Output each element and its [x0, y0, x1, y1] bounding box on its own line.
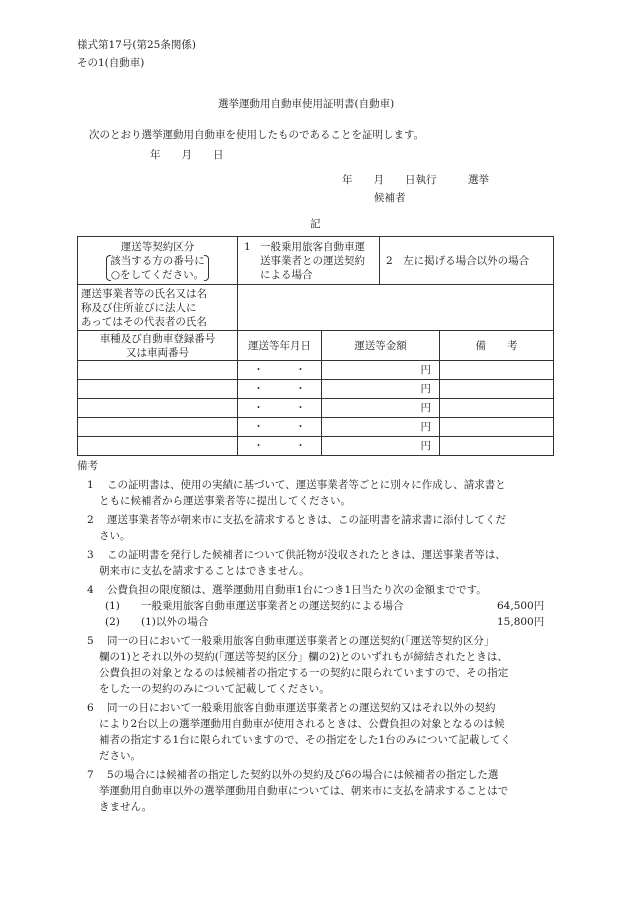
usage-table: [77, 236, 554, 456]
table-row: [78, 380, 554, 399]
amount-cell[interactable]: 円: [322, 418, 440, 437]
remarks-cell[interactable]: [440, 418, 554, 437]
date-cell[interactable]: ・ ・: [238, 380, 322, 399]
election-date: 年 月 日執行 選挙: [342, 174, 489, 186]
note-5: 5 同一の日において一般乗用旅客自動車運送事業者との運送契約(「運送等契約区分」 欄の1)とそれ以外の契約(「運送等契約区分」欄の2)とのいずれもが締結されたときは、 公費負担の対象となるのは候補者の指定する一の契約に限られていますので、その指定 をした一の契約のみについて記載してください。: [87, 635, 509, 695]
table-row: [78, 399, 554, 418]
notes-title: 備考: [77, 460, 98, 472]
vehicle-header: 車種及び自動車登録番号 又は車両番号: [78, 331, 238, 361]
operator-row: [78, 285, 554, 331]
contract-type-cell: [78, 237, 238, 285]
note-4: 4 公費負担の限度額は、選挙運動用自動車1台につき1日当たり次の金額までです。: [87, 584, 487, 596]
remarks-cell[interactable]: [440, 380, 554, 399]
remarks-cell[interactable]: [440, 399, 554, 418]
contract-type-row: [78, 237, 554, 285]
amount-cell[interactable]: 円: [322, 437, 440, 456]
intro-text: 次のとおり選挙運動用自動車を使用したものであることを証明します。: [89, 129, 425, 141]
contract-type-hint: 該当する方の番号に ○をしてください。: [106, 254, 209, 282]
amount-cell[interactable]: 円: [322, 399, 440, 418]
note-4-item-1: (1) 一般乗用旅客自動車運送事業者との運送契約による場合 64,500円: [105, 600, 545, 612]
table-row: [78, 418, 554, 437]
date-header: 運送等年月日: [238, 331, 322, 361]
date-cell[interactable]: ・ ・: [238, 437, 322, 456]
note-6: 6 同一の日において一般乗用旅客自動車運送事業者との運送契約又はそれ以外の契約 により2台以上の選挙運動用自動車が使用されるときは、公費負担の対象となるのは候 補者の指定する1台に限られていますので、その指定をした1台のみについて記載してく ださい。: [87, 702, 511, 762]
note-2: 2 運送事業者等が朝来市に支払を請求するときは、この証明書を請求書に添付してくだ さい。: [87, 514, 506, 542]
vehicle-cell[interactable]: [78, 361, 238, 380]
certification-date: 年 月 日: [150, 149, 224, 161]
form-subnumber: その1(自動車): [77, 57, 145, 69]
form-number: 様式第17号(第25条関係): [77, 39, 196, 51]
table-row: [78, 361, 554, 380]
note-4-item-2: (2) (1)以外の場合 15,800円: [105, 616, 545, 628]
operator-label-cell: 運送事業者等の氏名又は名 称及び住所並びに法人に あってはその代表者の氏名: [78, 285, 238, 331]
vehicle-cell[interactable]: [78, 418, 238, 437]
contract-option-1: 1 一般乗用旅客自動車運 送事業者との運送契約 による場合: [238, 237, 380, 285]
remarks-cell[interactable]: [440, 437, 554, 456]
document-title: 選挙運動用自動車使用証明書(自動車): [218, 98, 395, 110]
amount-cell[interactable]: 円: [322, 380, 440, 399]
note-3: 3 この証明書を発行した候補者について供託物が没収されたときは、運送事業者等は、 朝来市に支払を請求することはできません。: [87, 549, 506, 577]
amount-cell[interactable]: 円: [322, 361, 440, 380]
operator-value-cell[interactable]: [238, 285, 554, 331]
note-7: 7 5の場合には候補者の指定した契約以外の契約及び6の場合には候補者の指定した選 挙運動用自動車以外の選挙運動用自動車については、朝来市に支払を請求することはで きません。: [87, 769, 509, 813]
date-cell[interactable]: ・ ・: [238, 418, 322, 437]
contract-option-2: 2 左に掲げる場合以外の場合: [380, 237, 554, 285]
vehicle-cell[interactable]: [78, 437, 238, 456]
date-cell[interactable]: ・ ・: [238, 361, 322, 380]
ki-mark: 記: [310, 218, 321, 230]
table-row: [78, 437, 554, 456]
remarks-header: 備 考: [440, 331, 554, 361]
header-row: [78, 331, 554, 361]
vehicle-cell[interactable]: [78, 399, 238, 418]
notes-section: [77, 458, 557, 815]
remarks-cell[interactable]: [440, 361, 554, 380]
amount-header: 運送等金額: [322, 331, 440, 361]
contract-type-label: 運送等契約区分: [120, 241, 195, 253]
vehicle-cell[interactable]: [78, 380, 238, 399]
candidate-label: 候補者: [374, 192, 406, 204]
date-cell[interactable]: ・ ・: [238, 399, 322, 418]
note-1: 1 この証明書は、使用の実績に基づいて、運送事業者等ごとに別々に作成し、請求書と ともに候補者から運送事業者等に提出してください。: [87, 479, 506, 507]
